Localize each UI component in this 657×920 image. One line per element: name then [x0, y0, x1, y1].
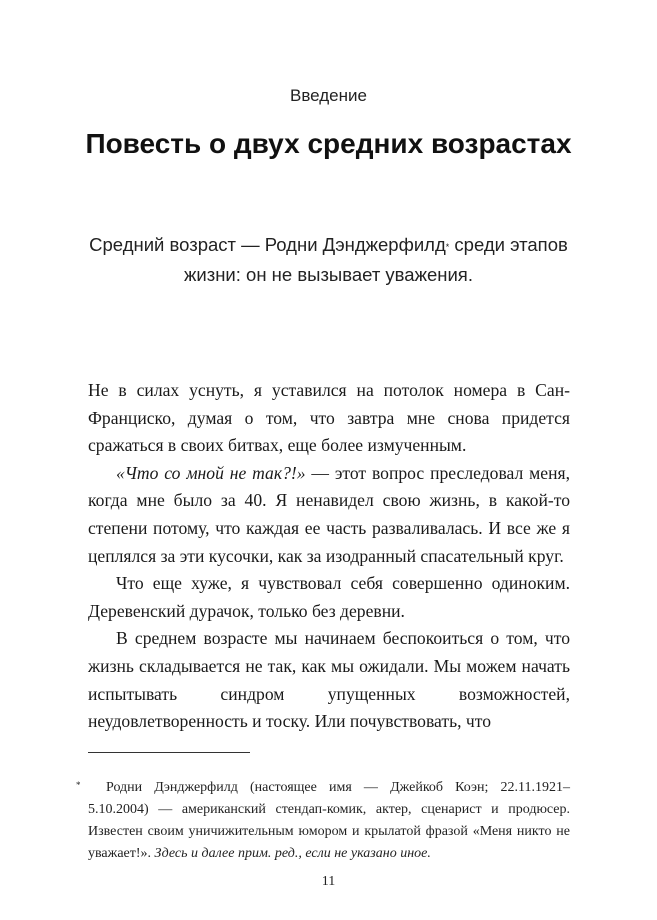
chapter-label: Введение	[290, 86, 367, 105]
paragraph-2	[88, 460, 570, 570]
footnote-editor-note: Здесь и далее прим. ред., если не указано иное.	[154, 846, 431, 861]
footnote-divider	[88, 752, 250, 753]
epigraph	[80, 230, 577, 290]
footnote-paragraph	[88, 777, 570, 865]
paragraph-1: Не в силах уснуть, я уставился на потолок номера в Сан-Франциско, думая о том, что завтра мне снова придется сражаться в своих битвах, еще более измученным.	[88, 380, 570, 456]
paragraph-2-text: — этот вопрос преследовал меня, когда мне было за 40. Я ненавидел свою жизнь, в какой-то степени потому, что каждая ее часть разваливалась. И все же я цеплялся за эти кусочки, как за изодранный спасательный круг.	[88, 462, 570, 566]
footnote	[76, 777, 570, 865]
epigraph-text-start: Средний возраст — Родни Дэнджерфилд	[89, 234, 446, 255]
page-number: 11	[321, 874, 336, 889]
paragraph-2-quote: «Что со мной не так?!»	[116, 462, 306, 483]
epigraph-text-end: среди этапов жизни: он не вызывает уважения.	[184, 234, 568, 285]
chapter-title: Повесть о двух средних возрастах	[85, 128, 572, 159]
epigraph-footnote-marker: *	[445, 242, 450, 252]
footnote-marker: *	[76, 780, 81, 790]
footnote-text: Родни Дэнджерфилд (настоящее имя — Джейкоб Коэн; 22.11.1921–5.10.2004) — американский стендап-комик, актер, сценарист и продюсер. Известен своим уничижительным юмором и крылатой фразой «Меня никто не уважает!».	[88, 780, 570, 861]
paragraph-4: В среднем возрасте мы начинаем беспокоиться о том, что жизнь складывается не так, как мы ожидали. Мы можем начать испытывать синдром упущенных возможностей, неудовлетворенность и тоску. Или почувствовать, что	[88, 628, 570, 732]
paragraph-3: Что еще хуже, я чувствовал себя совершенно одиноким. Деревенский дурачок, только без деревни.	[88, 573, 570, 621]
body-text	[88, 377, 570, 736]
